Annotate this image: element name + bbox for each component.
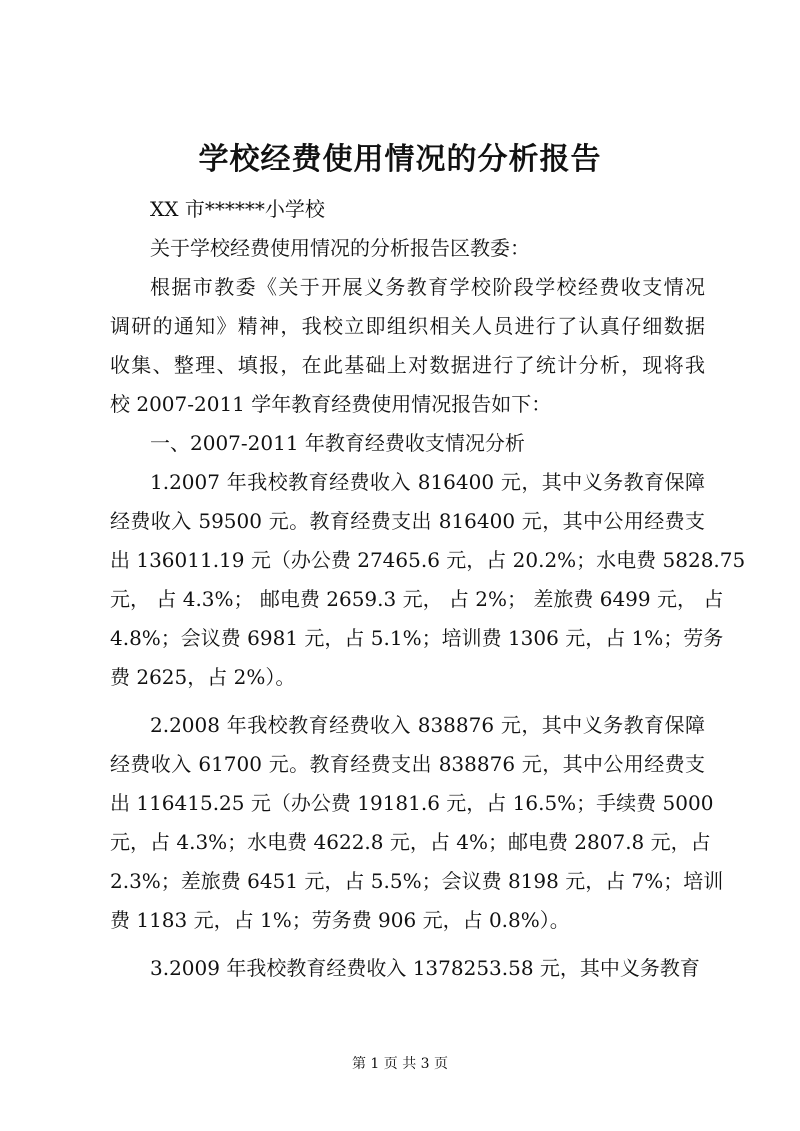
text-line: 3.2009 年我校教育经费收入 1378253.58 元，其中义务教育 (150, 956, 700, 980)
text-line: 调研的通知》精神，我校立即组织相关人员进行了认真仔细数据 (110, 314, 705, 338)
text-line: 1.2007 年我校教育经费收入 816400 元，其中义务教育保障 (150, 470, 705, 494)
text-line: XX 市******小学校 (150, 197, 325, 221)
page-footer: 第 1 页 共 3 页 (351, 1056, 449, 1072)
text-line: 关于学校经费使用情况的分析报告区教委： (150, 236, 530, 260)
document-title: 学校经费使用情况的分析报告 (198, 142, 602, 177)
text-line: 4.8%；会议费 6981 元，占 5.1%；培训费 1306 元，占 1%；劳务 (110, 626, 724, 650)
text-line: 元， 占 4.3%； 邮电费 2659.3 元， 占 2%； 差旅费 6499 元， 占 (110, 587, 724, 611)
text-line: 2.2008 年我校教育经费收入 838876 元，其中义务教育保障 (150, 713, 705, 737)
paragraph-gap (110, 697, 705, 706)
text-line: 经费收入 61700 元。教育经费支出 838876 元，其中公用经费支 (110, 752, 705, 776)
text-line: 校 2007-2011 学年教育经费使用情况报告如下： (110, 392, 552, 416)
text-line: 经费收入 59500 元。教育经费支出 816400 元，其中公用经费支 (110, 509, 705, 533)
text-line: 一、2007-2011 年教育经费收支情况分析 (150, 431, 525, 455)
text-line: 费 2625，占 2%）。 (110, 665, 296, 689)
document-body (110, 190, 746, 988)
paragraph-gap (110, 940, 705, 949)
text-line: 费 1183 元，占 1%；劳务费 906 元，占 0.8%）。 (110, 908, 570, 932)
text-line: 2.3%；差旅费 6451 元，占 5.5%；会议费 8198 元，占 7%；培训 (110, 869, 724, 893)
text-line: 收集、整理、填报，在此基础上对数据进行了统计分析，现将我 (110, 353, 705, 377)
text-line: 出 136011.19 元（办公费 27465.6 元，占 20.2%；水电费 5828.75 (110, 548, 746, 572)
text-line: 出 116415.25 元（办公费 19181.6 元，占 16.5%；手续费 5000 (110, 791, 714, 815)
text-line: 根据市教委《关于开展义务教育学校阶段学校经费收支情况 (150, 275, 705, 299)
text-line: 元，占 4.3%；水电费 4622.8 元，占 4%；邮电费 2807.8 元，占 (110, 830, 711, 854)
